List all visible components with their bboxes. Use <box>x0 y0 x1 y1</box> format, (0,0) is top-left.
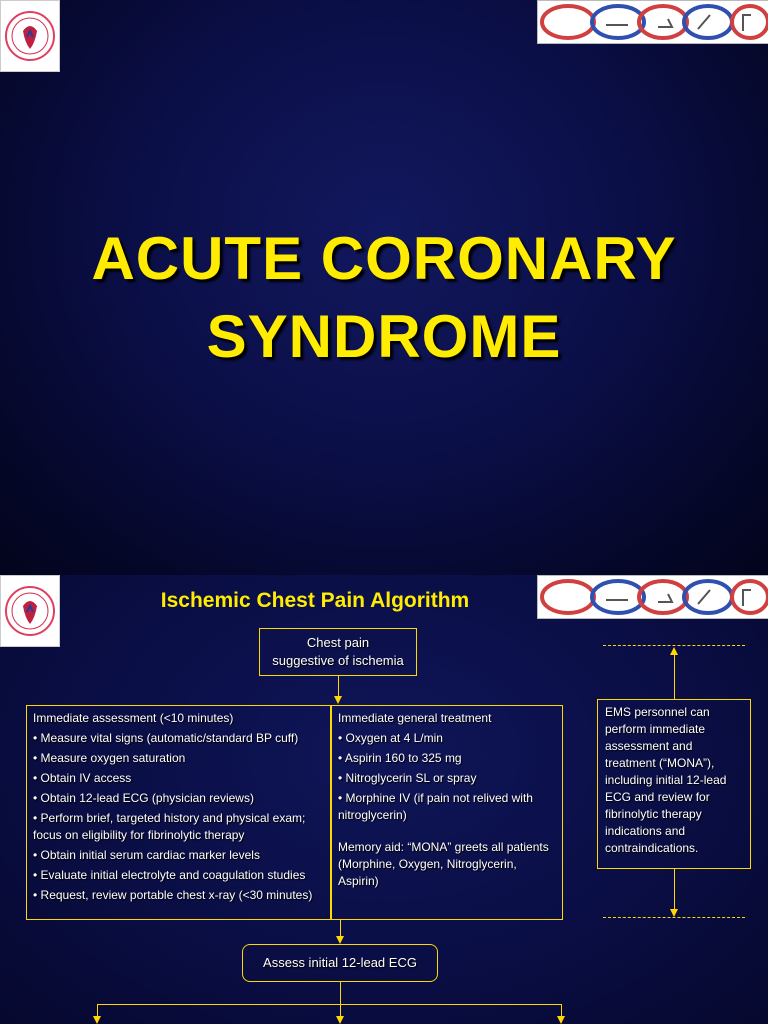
assessment-item: • Request, review portable chest x-ray (<30 minutes) <box>33 888 313 902</box>
perki-logo <box>0 575 60 647</box>
treatment-item: • Aspirin 160 to 325 mg <box>338 751 462 765</box>
treatment-item: • Morphine IV (if pain not relived with nitroglycerin) <box>338 791 533 822</box>
ems-note-box <box>597 699 751 869</box>
assessment-item: • Obtain 12-lead ECG (physician reviews) <box>33 791 254 805</box>
arrow-down-icon <box>336 1016 344 1024</box>
arrow-up-icon <box>670 647 678 655</box>
assessment-item: • Perform brief, targeted history and physical exam; focus on eligibility for fibrinolytic therapy <box>33 811 306 842</box>
title-line-2: SYNDROME <box>206 303 562 370</box>
connector-line <box>674 655 675 699</box>
dashed-line-bottom <box>603 917 745 918</box>
assessment-heading: Immediate assessment (<10 minutes) <box>33 711 234 725</box>
assessment-item: • Evaluate initial electrolyte and coagulation studies <box>33 868 306 882</box>
assessment-box <box>26 705 331 920</box>
arrow-down-icon <box>670 909 678 917</box>
title-line-1: ACUTE CORONARY <box>91 225 677 292</box>
chest-pain-line-1: Chest pain <box>306 635 370 650</box>
connector-line <box>338 676 339 696</box>
assess-ecg-box <box>242 944 438 982</box>
branch-line <box>97 1004 562 1005</box>
branch-line-middle <box>340 1004 341 1016</box>
arrow-down-icon <box>334 696 342 704</box>
assessment-item: • Measure oxygen saturation <box>33 751 186 765</box>
connector-line <box>340 982 341 1004</box>
assess-ecg-label: Assess initial 12-lead ECG <box>263 955 417 970</box>
branch-line-left <box>97 1004 98 1016</box>
arrow-down-icon <box>93 1016 101 1024</box>
assessment-item: • Obtain IV access <box>33 771 132 785</box>
dashed-line-top <box>603 645 745 646</box>
chest-pain-box <box>259 628 417 676</box>
memory-aid: Memory aid: “MONA” greets all patients (Morphine, Oxygen, Nitroglycerin, Aspirin) <box>338 840 549 888</box>
slide-title <box>0 220 768 376</box>
algorithm-title: Ischemic Chest Pain Algorithm <box>160 589 470 612</box>
ems-note-text: EMS personnel can perform immediate assessment and treatment (“MONA”), including initial 12-lead ECG and review for fibrinolytic therapy indications and contraindications. <box>605 705 727 855</box>
arrow-down-icon <box>336 936 344 944</box>
treatment-box <box>331 705 563 920</box>
treatment-heading: Immediate general treatment <box>338 711 492 725</box>
treatment-item: • Nitroglycerin SL or spray <box>338 771 477 785</box>
perki-logo <box>0 0 60 72</box>
branch-line-right <box>561 1004 562 1016</box>
treatment-item: • Oxygen at 4 L/min <box>338 731 443 745</box>
algorithm-slide <box>0 575 768 1024</box>
assessment-item: • Measure vital signs (automatic/standard BP cuff) <box>33 731 299 745</box>
arrow-down-icon <box>557 1016 565 1024</box>
assessment-item: • Obtain initial serum cardiac marker levels <box>33 848 260 862</box>
chest-pain-line-2: suggestive of ischemia <box>272 653 404 668</box>
cpr-banner <box>537 0 768 44</box>
connector-line <box>674 869 675 909</box>
cpr-banner <box>537 575 768 619</box>
